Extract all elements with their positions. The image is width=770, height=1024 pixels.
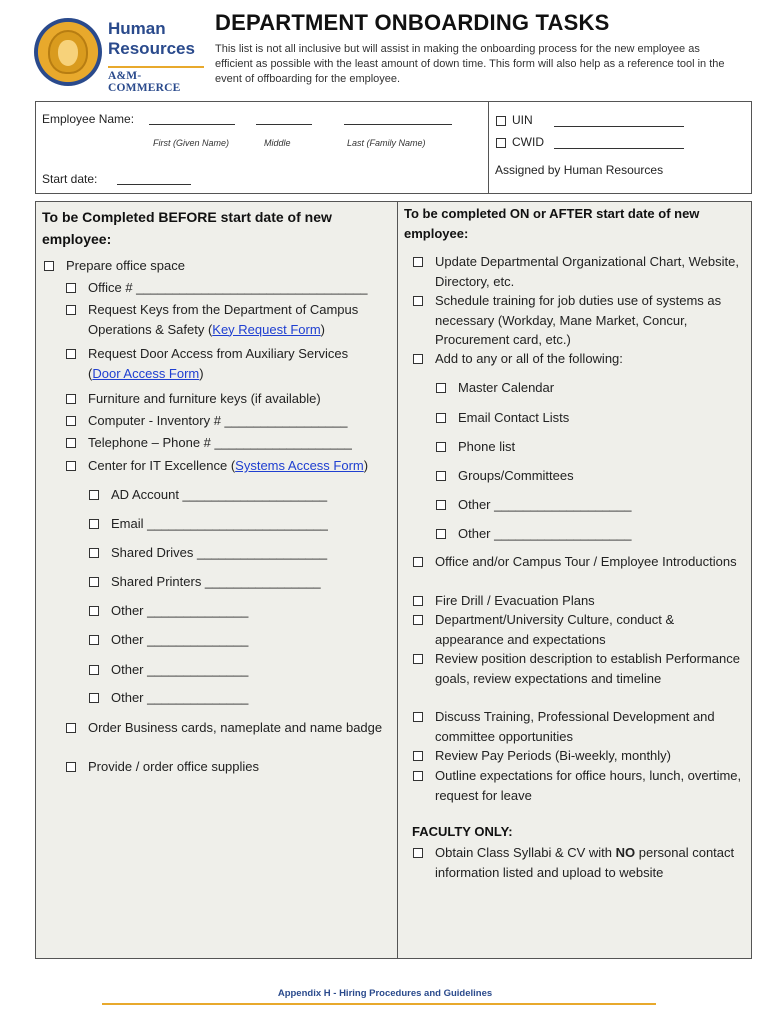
list-item: Other ______________ (111, 660, 391, 680)
after-start-column (397, 201, 752, 959)
list-item: Furniture and furniture keys (if available) (88, 389, 393, 409)
checkbox[interactable] (89, 693, 99, 703)
checkbox[interactable] (89, 577, 99, 587)
checkbox[interactable] (66, 723, 76, 733)
list-item: Schedule training for job duties use of systems as necessary (Workday, Mane Market, Concur, Procurement card, etc.) (435, 291, 745, 350)
cwid-field[interactable] (554, 148, 684, 149)
checkbox[interactable] (44, 261, 54, 271)
start-date-label: Start date: (42, 172, 98, 186)
list-item: Review position description to establish Performance goals, review expectations and timeline (435, 649, 745, 688)
last-name-field[interactable] (344, 124, 452, 125)
checkbox[interactable] (89, 635, 99, 645)
list-item: Other ______________ (111, 601, 391, 621)
checkbox[interactable] (413, 257, 423, 267)
list-item: Fire Drill / Evacuation Plans (435, 591, 745, 611)
cwid-checkbox[interactable] (496, 138, 506, 148)
checkbox[interactable] (413, 712, 423, 722)
checkbox[interactable] (436, 529, 446, 539)
checkbox[interactable] (413, 557, 423, 567)
last-name-label: Last (Family Name) (347, 138, 426, 148)
list-item: Other ______________ (111, 688, 391, 708)
employee-info-box (35, 101, 752, 194)
list-item: Email _________________________ (111, 514, 391, 534)
uin-field[interactable] (554, 126, 684, 127)
checkbox[interactable] (89, 665, 99, 675)
list-item: Telephone – Phone # ___________________ (88, 433, 393, 453)
employee-name-label: Employee Name: (42, 112, 135, 126)
first-name-label: First (Given Name) (153, 138, 230, 148)
after-heading: To be completed ON or AFTER start date of new employee: (404, 206, 700, 241)
list-item: Review Pay Periods (Bi-weekly, monthly) (435, 746, 745, 766)
logo-wordmark: Human Resources (108, 19, 195, 58)
checkbox[interactable] (66, 438, 76, 448)
checkbox[interactable] (89, 548, 99, 558)
checkbox[interactable] (413, 771, 423, 781)
checkbox[interactable] (413, 751, 423, 761)
checkbox[interactable] (66, 305, 76, 315)
lion-seal-icon (34, 18, 102, 86)
logo-subtitle: A&M-COMMERCE (108, 66, 204, 94)
footer-divider (102, 1003, 656, 1005)
checkbox[interactable] (66, 461, 76, 471)
list-item: Phone list (458, 437, 738, 457)
checkbox[interactable] (66, 349, 76, 359)
page-title: DEPARTMENT ONBOARDING TASKS (215, 10, 610, 35)
door-access-form-link[interactable]: Door Access Form (92, 365, 200, 381)
list-item: Other ______________ (111, 630, 391, 650)
systems-access-form-link[interactable]: Systems Access Form (235, 458, 364, 473)
checkbox[interactable] (413, 596, 423, 606)
list-item: Other ___________________ (458, 495, 738, 515)
first-name-field[interactable] (149, 124, 235, 125)
intro-text: This list is not all inclusive but will assist in making the onboarding process for the new employee as efficient as possible with the least amount of down time. This form will also help as a reference tool in the event of offboarding for the employee. (215, 43, 725, 85)
before-start-column (35, 201, 398, 959)
list-item: Outline expectations for office hours, lunch, overtime, request for leave (435, 766, 745, 805)
list-item: Request Keys from the Department of Campus Operations & Safety (Key Request Form) (88, 300, 393, 339)
footer-text: Appendix H - Hiring Procedures and Guidelines (277, 988, 493, 999)
list-item: Department/University Culture, conduct & appearance and expectations (435, 610, 745, 649)
checkbox[interactable] (413, 354, 423, 364)
middle-name-field[interactable] (256, 124, 312, 125)
uin-checkbox[interactable] (496, 116, 506, 126)
list-item: Computer - Inventory # _________________ (88, 411, 393, 431)
list-item: Office # ________________________________ (88, 278, 388, 298)
list-item: Other ___________________ (458, 524, 738, 544)
checkbox[interactable] (89, 606, 99, 616)
list-item: Update Departmental Organizational Chart, Website, Directory, etc. (435, 252, 745, 291)
checkbox[interactable] (89, 519, 99, 529)
faculty-only-heading: FACULTY ONLY: (412, 824, 513, 839)
cwid-label: CWID (512, 135, 544, 149)
start-date-field[interactable] (117, 184, 191, 185)
list-item: Prepare office space (66, 256, 386, 276)
checkbox[interactable] (413, 296, 423, 306)
list-item: Request Door Access from Auxiliary Services (Door Access Form) (88, 344, 383, 383)
checkbox[interactable] (436, 383, 446, 393)
uin-label: UIN (512, 113, 533, 127)
checkbox[interactable] (436, 471, 446, 481)
checkbox[interactable] (66, 762, 76, 772)
checkbox[interactable] (89, 490, 99, 500)
list-item: Obtain Class Syllabi & CV with NO personal contact information listed and upload to website (435, 843, 735, 882)
list-item: Add to any or all of the following: (435, 349, 745, 369)
checkbox[interactable] (413, 654, 423, 664)
checkbox[interactable] (436, 413, 446, 423)
assigned-note: Assigned by Human Resources (495, 163, 664, 177)
list-item: Email Contact Lists (458, 408, 738, 428)
checkbox[interactable] (66, 394, 76, 404)
checkbox[interactable] (66, 416, 76, 426)
before-heading: To be Completed BEFORE start date of new employee: (42, 209, 332, 247)
checkbox[interactable] (413, 615, 423, 625)
hr-logo (34, 18, 204, 94)
checkbox[interactable] (66, 283, 76, 293)
list-item: Provide / order office supplies (88, 757, 388, 777)
list-item: Shared Drives __________________ (111, 543, 391, 563)
checkbox[interactable] (436, 500, 446, 510)
checkbox[interactable] (413, 848, 423, 858)
list-item: Groups/Committees (458, 466, 738, 486)
list-item: AD Account ____________________ (111, 485, 391, 505)
checkbox[interactable] (436, 442, 446, 452)
list-item: Shared Printers ________________ (111, 572, 391, 592)
list-item: Office and/or Campus Tour / Employee Introductions (435, 552, 745, 572)
middle-name-label: Middle (264, 138, 291, 148)
list-item: Discuss Training, Professional Development and committee opportunities (435, 707, 749, 746)
key-request-form-link[interactable]: Key Request Form (212, 321, 321, 337)
list-item: Center for IT Excellence (Systems Access Form) (88, 456, 396, 476)
list-item: Order Business cards, nameplate and name badge (88, 718, 388, 738)
list-item: Master Calendar (458, 378, 738, 398)
